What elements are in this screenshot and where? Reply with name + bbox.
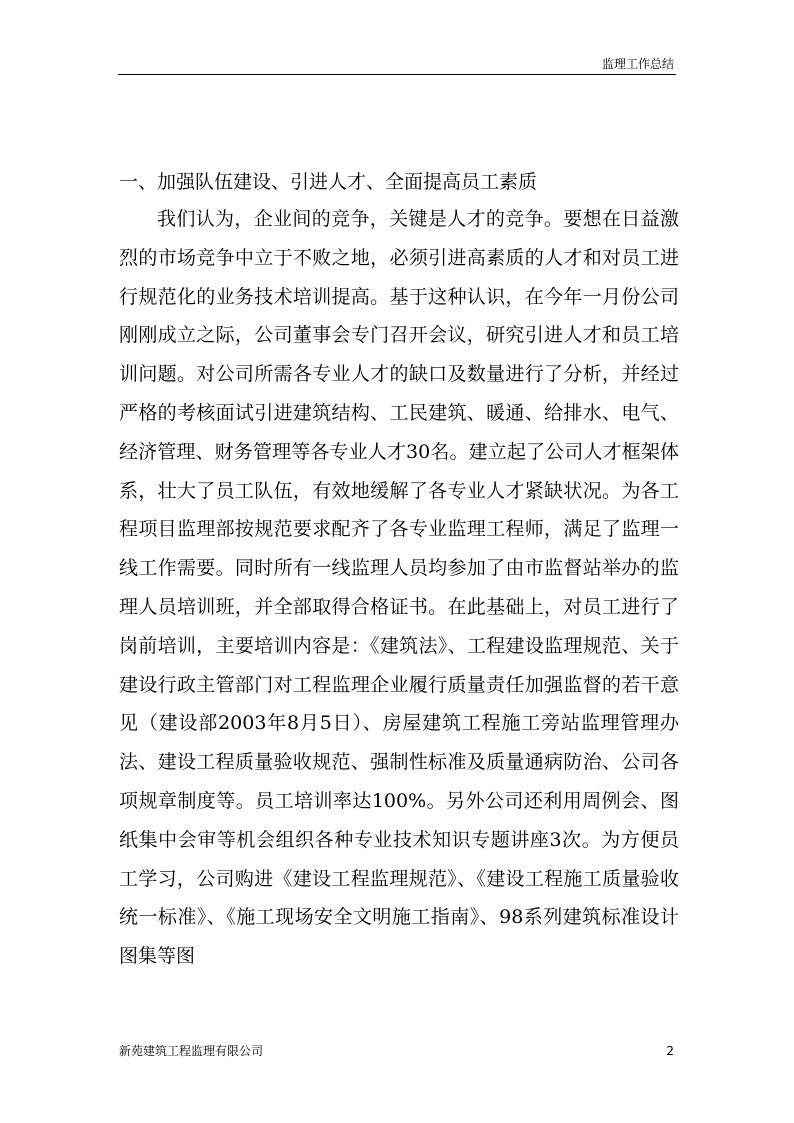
header-divider (118, 74, 676, 75)
section-heading: 一、加强队伍建设、引进人才、全面提高员工素质 (119, 171, 538, 193)
page-number: 2 (666, 1044, 674, 1058)
footer-company-name: 新苑建筑工程监理有限公司 (119, 1044, 264, 1058)
body-paragraph: 我们认为，企业间的竞争，关键是人才的竞争。要想在日益激烈的市场竞争中立于不败之地，必须引进高素质的人才和对员工进行规范化的业务技术培训提高。基于这种认识，在今年一月份公司刚刚成立之际，公司董事会专门召开会议，研究引进人才和员工培训问题。对公司所需各专业人才的缺口及数量进行了分析，并经过严格的考核面试引进建筑结构、工民建筑、暖通、给排水、电气、经济管理、财务管理等各专业人才30名。建立起了公司人才框架体系，壮大了员工队伍，有效地缓解了各专业人才紧缺状况。为各工程项目监理部按规范要求配齐了各专业监理工程师，满足了监理一线工作需要。同时所有一线监理人员均参加了由市监督站举办的监理人员培训班，并全部取得合格证书。在此基础上，对员工进行了岗前培训，主要培训内容是：《建筑法》、工程建设监理规范、关于建设行政主管部门对工程监理企业履行质量责任加强监督的若干意见（建设部2003年8月5日）、房屋建筑工程施工旁站监理管理办法、建设工程质量验收规范、强制性标准及质量通病防治、公司各项规章制度等。员工培训率达100%。另外公司还利用周例会、图纸集中会审等机会组织各种专业技术知识专题讲座3次。为方便员工学习，公司购进《建设工程监理规范》、《建设工程施工质量验收统一标准》、《施工现场安全文明施工指南》、98系列建筑标准设计图集等图 (119, 208, 679, 968)
header-title: 监理工作总结 (601, 57, 674, 71)
